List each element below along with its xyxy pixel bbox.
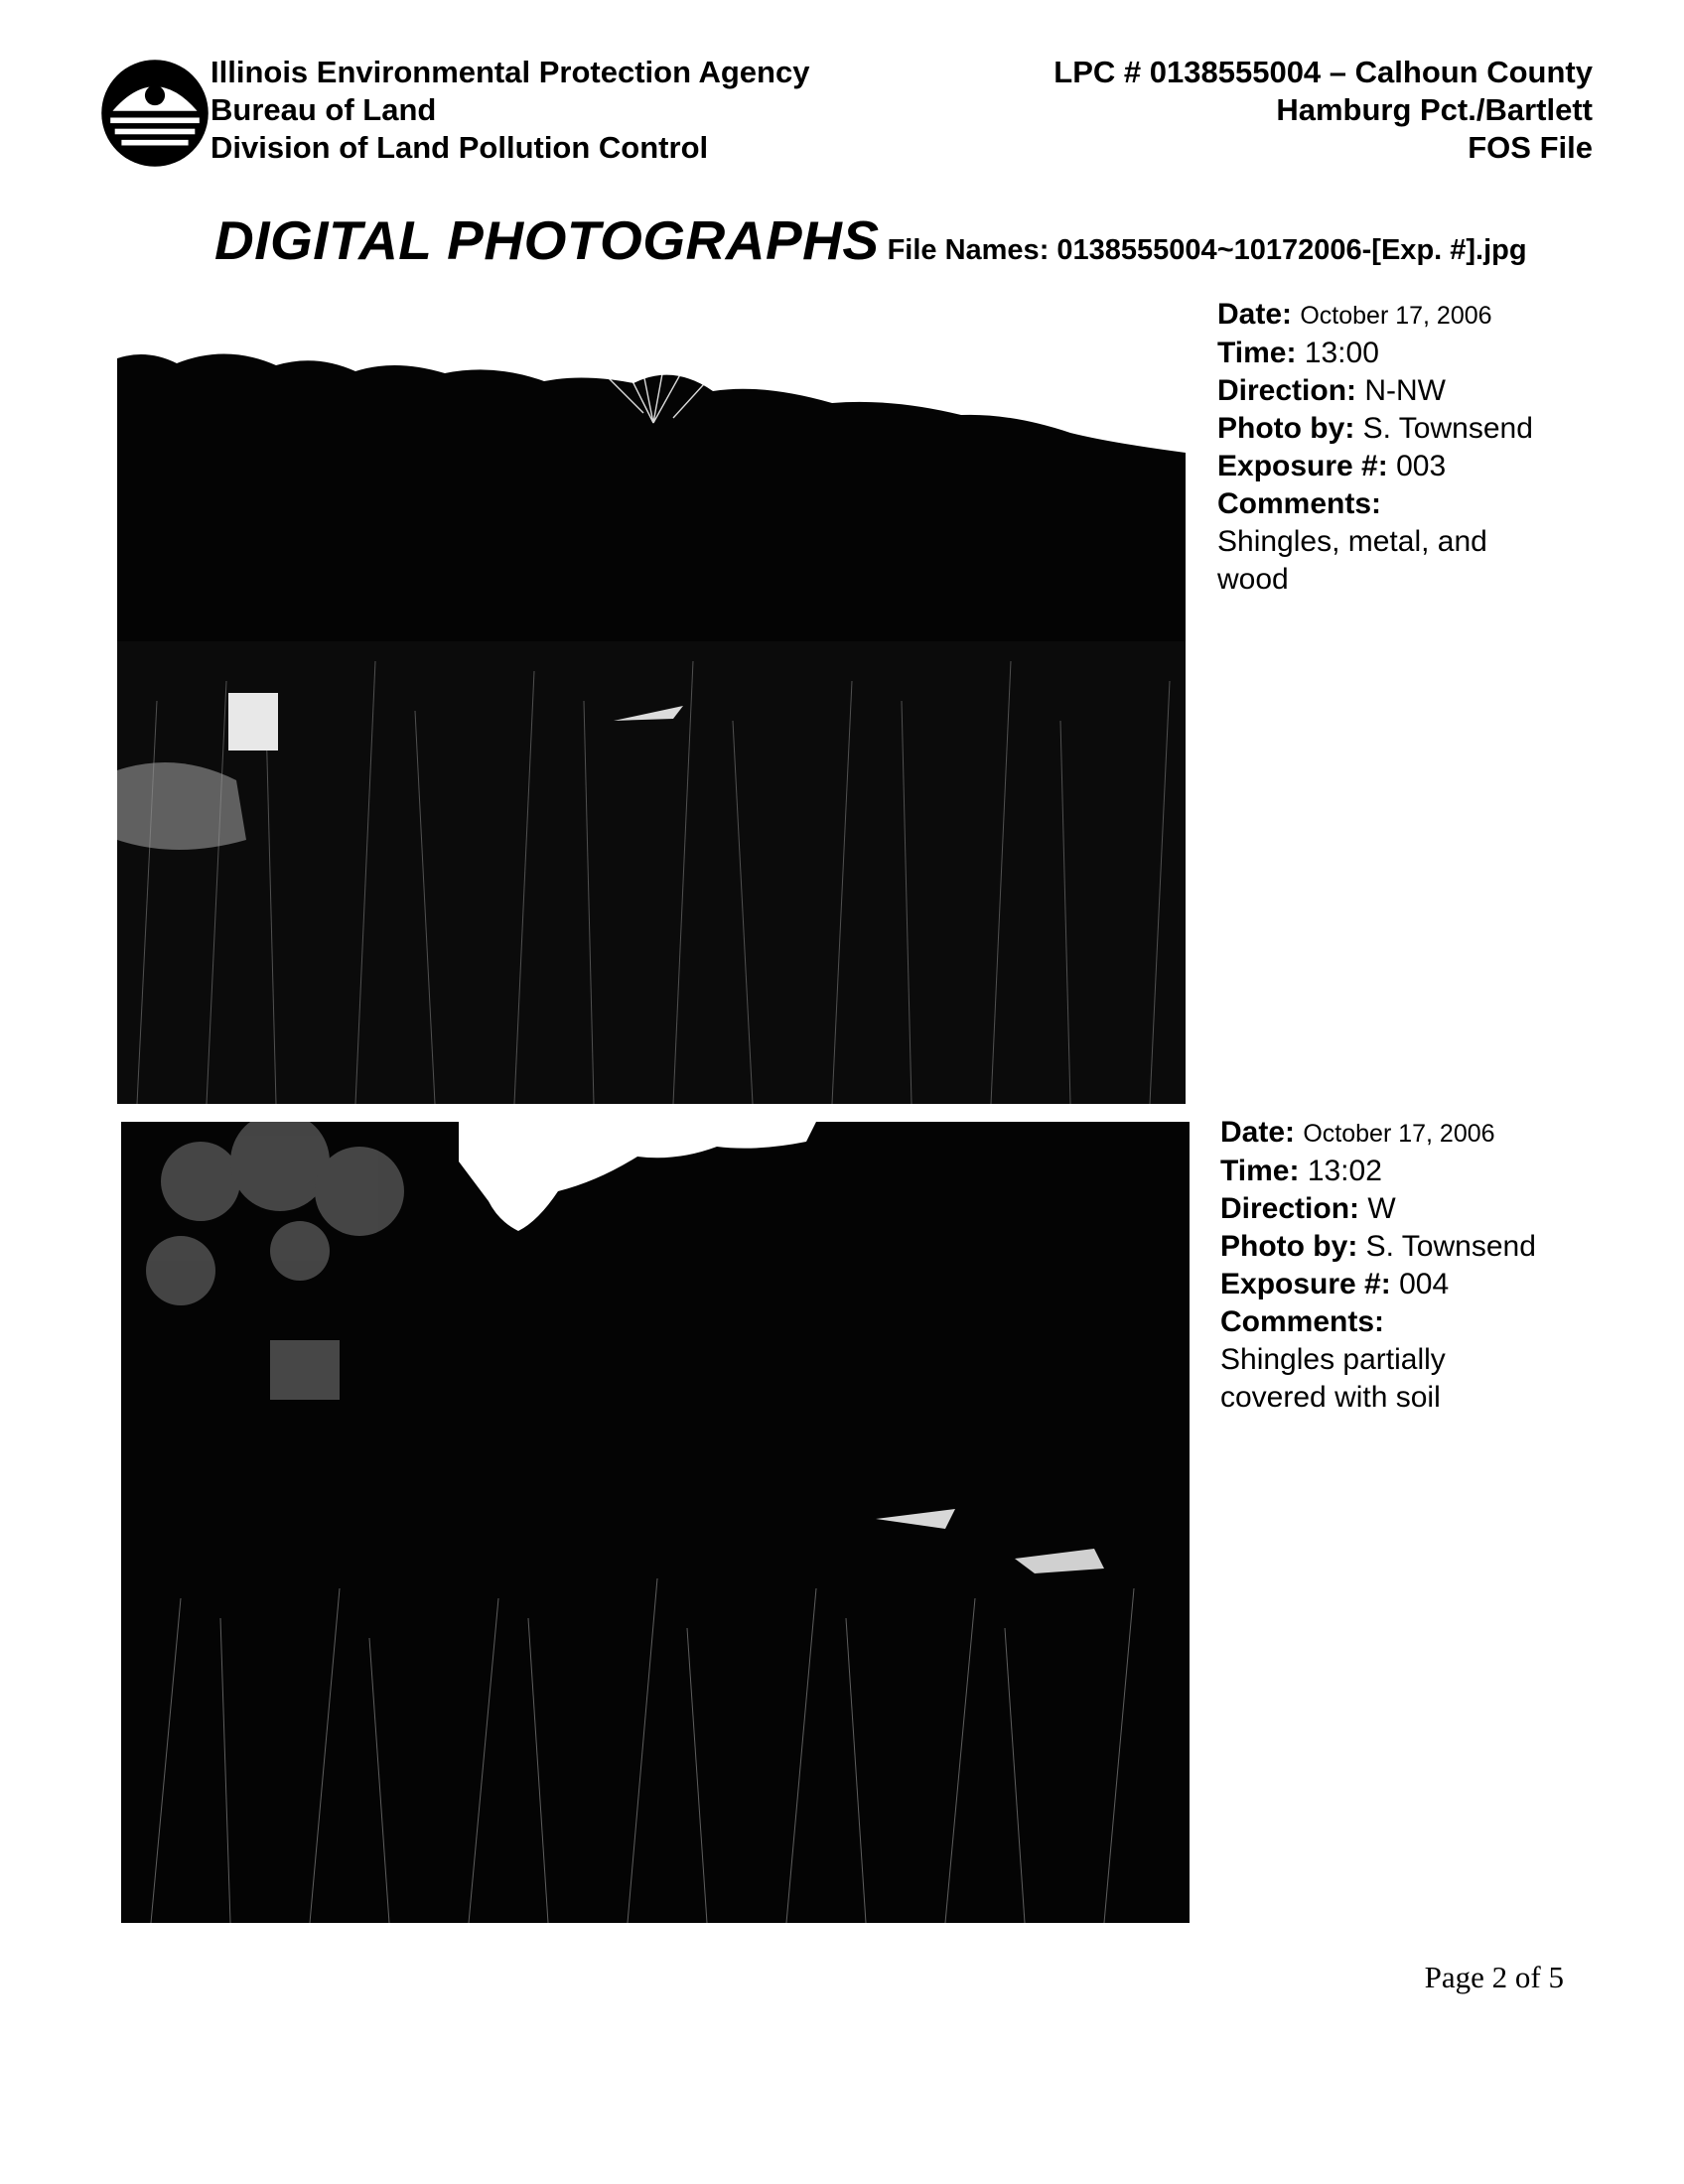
direction-label: Direction:: [1220, 1192, 1360, 1225]
page-number: Page 2 of 5: [1424, 1960, 1564, 1994]
photo-1-time: 13:00: [1304, 337, 1379, 369]
comments-label: Comments:: [1220, 1305, 1385, 1338]
date-label: Date:: [1217, 298, 1293, 331]
exposure-label: Exposure #:: [1220, 1268, 1391, 1300]
site-photo-2: [121, 1122, 1190, 1923]
page-title: DIGITAL PHOTOGRAPHS: [214, 209, 880, 271]
file-type: FOS File: [1468, 130, 1593, 165]
agency-name: Illinois Environmental Protection Agency: [210, 55, 810, 89]
photo-1-details: [1217, 296, 1533, 599]
photo-1-direction: N-NW: [1364, 374, 1446, 407]
photo-1-exposure: 003: [1396, 450, 1447, 482]
photo-2-exposure: 004: [1399, 1268, 1450, 1300]
photo-2-details: [1220, 1114, 1536, 1417]
page-title-row: [214, 208, 1527, 272]
illinois-epa-logo-icon: [99, 58, 210, 169]
bureau-name: Bureau of Land: [210, 92, 437, 127]
photo-by-label: Photo by:: [1220, 1230, 1358, 1263]
photo-by-label: Photo by:: [1217, 412, 1355, 445]
site-block: [1053, 54, 1593, 167]
photo-1-photographer: S. Townsend: [1362, 412, 1533, 445]
comments-label: Comments:: [1217, 487, 1382, 520]
photo-1-date: October 17, 2006: [1300, 302, 1492, 330]
exposure-label: Exposure #:: [1217, 450, 1388, 482]
site-location: Hamburg Pct./Bartlett: [1276, 92, 1593, 127]
time-label: Time:: [1220, 1155, 1300, 1187]
photo-2-direction: W: [1367, 1192, 1396, 1225]
file-names: File Names: 0138555004~10172006-[Exp. #].jpg: [887, 234, 1527, 266]
date-label: Date:: [1220, 1116, 1296, 1149]
division-name: Division of Land Pollution Control: [210, 130, 709, 165]
lpc-number: LPC # 0138555004 – Calhoun County: [1053, 55, 1593, 89]
photo-2-comments: Shingles partially covered with soil: [1220, 1343, 1446, 1414]
time-label: Time:: [1217, 337, 1297, 369]
photo-2-date: October 17, 2006: [1303, 1120, 1495, 1148]
agency-block: [210, 54, 809, 167]
site-photo-1: [117, 304, 1186, 1104]
photo-1-comments: Shingles, metal, and wood: [1217, 525, 1487, 596]
direction-label: Direction:: [1217, 374, 1357, 407]
photo-2-photographer: S. Townsend: [1365, 1230, 1536, 1263]
photo-2-time: 13:02: [1307, 1155, 1382, 1187]
